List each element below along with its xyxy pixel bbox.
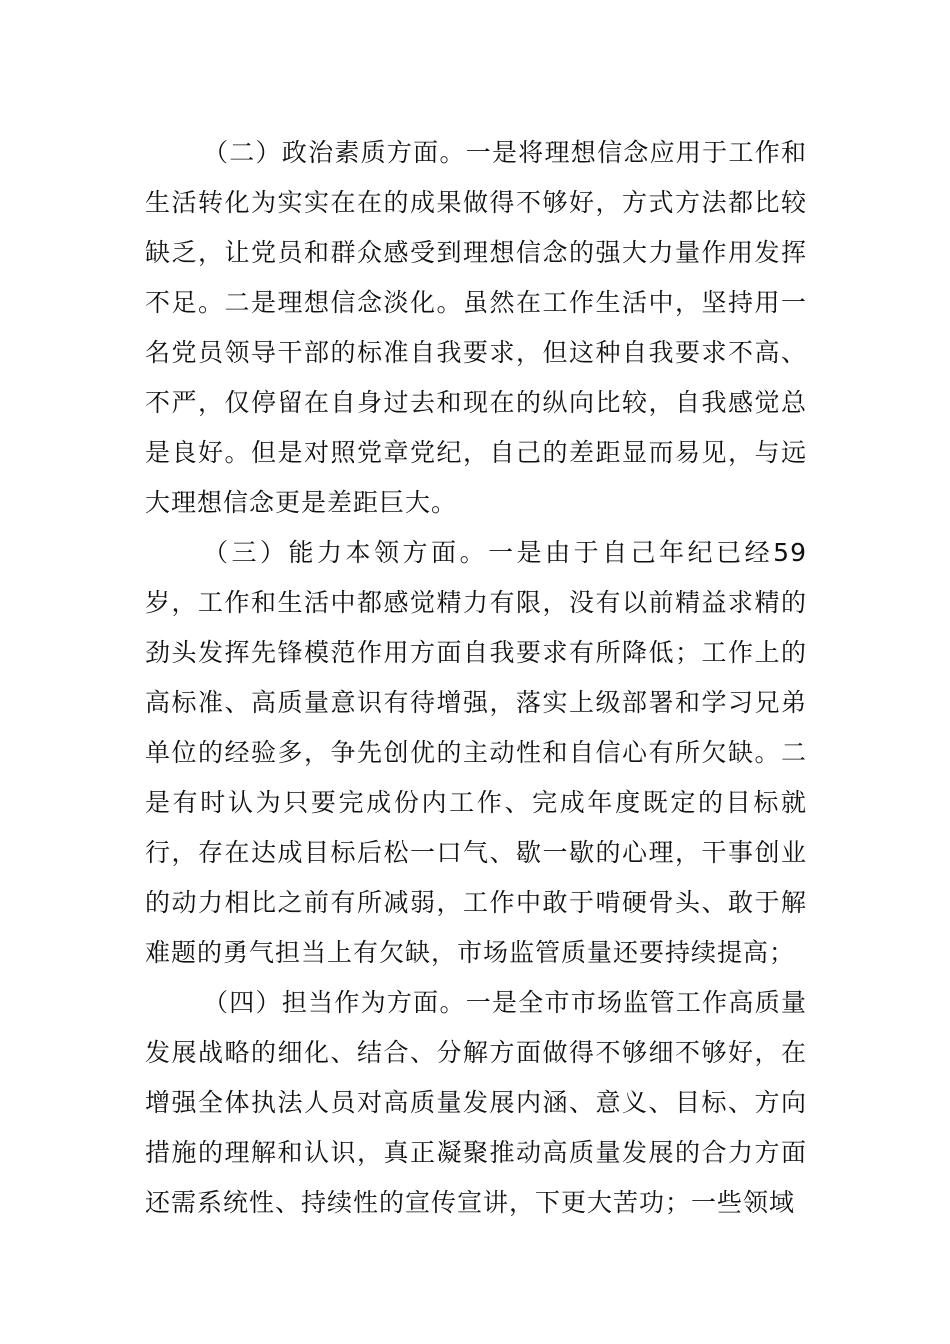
paragraph-ability: （三）能力本领方面。一是由于自己年纪已经59岁，工作和生活中都感觉精力有限，没有以前精益求精的劲头发挥先锋模范作用方面自我要求有所降低；工作上的高标准、高质量意识有待增强，落实上级部署和学习兄弟单位的经验多，争先创优的主动性和自信心有所欠缺。二是有时认为只要完成份内工作、完成年度既定的目标就行，存在达成目标后松一口气、歇一歇的心理，干事创业的动力相比之前有所减弱，工作中敢于啃硬骨头、敢于解难题的勇气担当上有欠缺，市场监管质量还要持续提高； (145, 538, 807, 967)
document-body (145, 128, 807, 1228)
paragraph-responsibility: （四）担当作为方面。一是全市市场监管工作高质量发展战略的细化、结合、分解方面做得不够细不够好，在增强全体执法人员对高质量发展内涵、意义、目标、方向措施的理解和认识，真正凝聚推动高质量发展的合力方面还需系统性、持续性的宣传宣讲，下更大苦功；一些领域 (145, 988, 807, 1217)
paragraph-political-quality: （二）政治素质方面。一是将理想信念应用于工作和生活转化为实实在在的成果做得不够好，方式方法都比较缺乏，让党员和群众感受到理想信念的强大力量作用发挥不足。二是理想信念淡化。虽然在工作生活中，坚持用一名党员领导干部的标准自我要求，但这种自我要求不高、不严，仅停留在自身过去和现在的纵向比较，自我感觉总是良好。但是对照党章党纪，自己的差距显而易见，与远大理想信念更是差距巨大。 (145, 138, 807, 517)
